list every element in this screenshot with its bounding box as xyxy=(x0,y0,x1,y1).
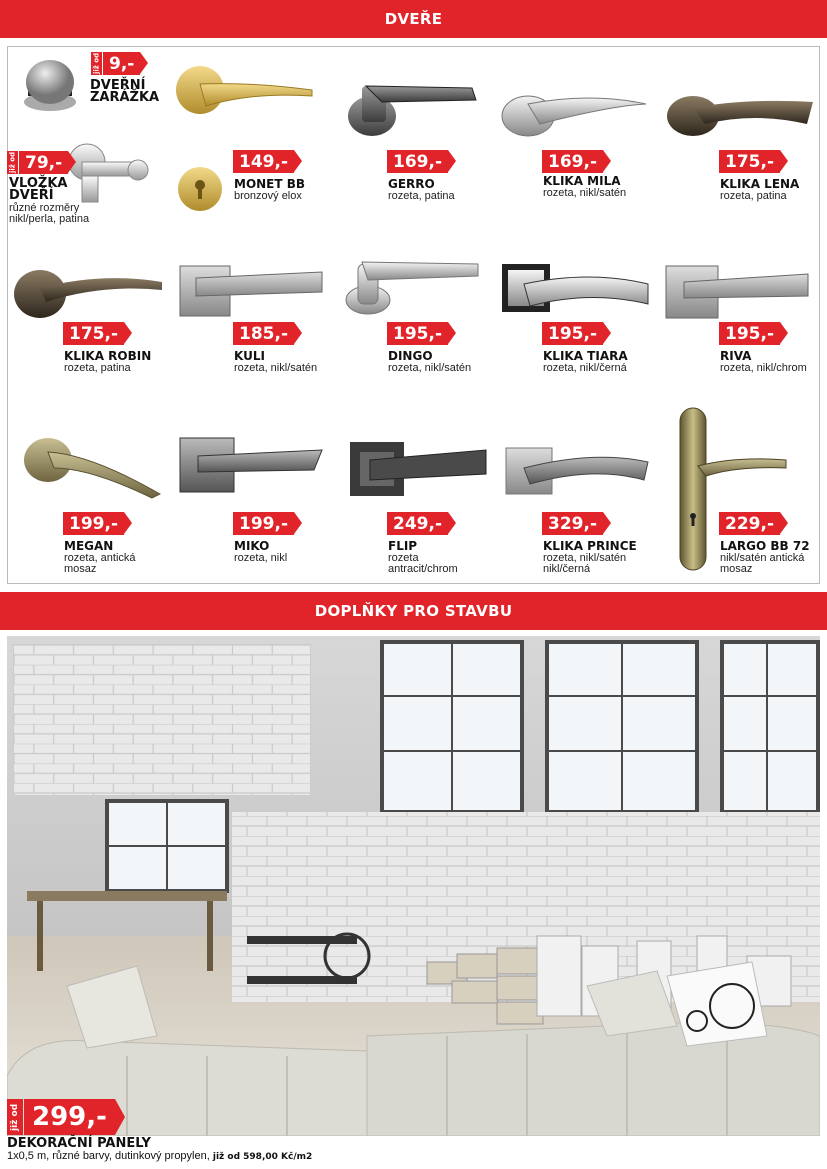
price-value: 195,- xyxy=(542,322,603,345)
product-desc: rozeta, nikl/černá xyxy=(543,362,627,374)
kuli-handle-image xyxy=(178,262,324,318)
section-banner-doplnky: DOPLŇKY PRO STAVBU xyxy=(0,592,827,630)
product-name: KLIKA TIARA xyxy=(543,349,628,363)
product-desc: rozeta, nikl/chrom xyxy=(720,362,807,374)
product-desc: rozeta, nikl xyxy=(234,552,288,564)
product-name: LARGO BB 72 xyxy=(720,539,810,553)
price-prefix: již od xyxy=(8,151,17,174)
price-value: 169,- xyxy=(387,150,448,173)
product-desc: rozeta, patina xyxy=(64,362,131,374)
product-name: DVEŘNÍ ZARÁŽKA xyxy=(90,78,160,105)
price-tag xyxy=(63,512,124,535)
door-stopper-image xyxy=(14,50,86,116)
price-value: 229,- xyxy=(719,512,780,535)
flip-handle-image xyxy=(348,438,490,500)
prince-handle-image xyxy=(504,446,650,496)
riva-handle-image xyxy=(664,262,810,320)
robin-handle-image xyxy=(12,262,164,322)
price-value: 195,- xyxy=(719,322,780,345)
tiara-handle-image xyxy=(500,258,650,320)
price-value: 79,- xyxy=(19,151,68,174)
product-name: MEGAN xyxy=(64,539,114,553)
lena-handle-image xyxy=(665,90,815,140)
product-desc: rozeta, patina xyxy=(720,190,787,202)
price-value: 299,- xyxy=(24,1099,115,1135)
product-name: VLOŽKA DVEŘÍ xyxy=(9,176,68,203)
price-prefix: již od xyxy=(92,52,101,75)
mila-handle-image xyxy=(500,90,650,140)
product-name: KLIKA PRINCE xyxy=(543,539,637,553)
product-name: RIVA xyxy=(720,349,752,363)
panel-price-tag xyxy=(7,1099,115,1135)
product-desc: různé rozměry nikl/perla, patina xyxy=(9,202,90,225)
price-tag xyxy=(542,322,603,345)
price-tag xyxy=(7,151,68,174)
price-value: 175,- xyxy=(719,150,780,173)
price-value: 175,- xyxy=(63,322,124,345)
product-desc: rozeta, nikl/satén xyxy=(234,362,318,374)
price-value: 195,- xyxy=(387,322,448,345)
price-tag xyxy=(542,150,603,173)
product-desc: nikl/satén antická mosaz xyxy=(720,552,805,575)
price-value: 329,- xyxy=(542,512,603,535)
price-value: 249,- xyxy=(387,512,448,535)
product-desc: rozeta antracit/chrom xyxy=(388,552,458,575)
product-name: KULI xyxy=(234,349,265,363)
price-tag xyxy=(233,322,294,345)
gerro-handle-image xyxy=(342,72,482,142)
product-name: GERRO xyxy=(388,177,435,191)
price-tag xyxy=(542,512,603,535)
monet-escutcheon-image xyxy=(176,165,224,213)
price-value: 149,- xyxy=(233,150,294,173)
price-tag xyxy=(719,322,780,345)
product-name: FLIP xyxy=(388,539,418,553)
dingo-handle-image xyxy=(342,250,482,320)
price-tag xyxy=(719,150,780,173)
monet-handle-image xyxy=(172,60,318,120)
product-name: KLIKA LENA xyxy=(720,177,800,191)
section-banner-dvere: DVEŘE xyxy=(0,0,827,38)
product-name: KLIKA MILA xyxy=(543,174,621,188)
megan-handle-image xyxy=(20,432,162,502)
panel-desc xyxy=(7,1150,312,1162)
panel-desc-price: již od 598,00 Kč/m2 xyxy=(212,1152,313,1162)
brick-panel-sample-image xyxy=(13,644,311,796)
price-tag xyxy=(233,150,294,173)
product-desc: bronzový elox xyxy=(234,190,302,202)
price-value: 9,- xyxy=(103,52,140,75)
price-tag xyxy=(91,52,140,75)
price-tag xyxy=(387,150,448,173)
panel-name: DEKORAČNÍ PANELY xyxy=(7,1136,151,1151)
product-desc: rozeta, nikl/satén nikl/černá xyxy=(543,552,627,575)
price-tag xyxy=(63,322,124,345)
product-desc: rozeta, nikl/satén xyxy=(388,362,472,374)
price-value: 199,- xyxy=(63,512,124,535)
price-tag xyxy=(233,512,294,535)
price-prefix: již od xyxy=(7,1099,23,1135)
price-tag xyxy=(387,322,448,345)
price-value: 169,- xyxy=(542,150,603,173)
product-name: KLIKA ROBIN xyxy=(64,349,152,363)
product-name: MONET BB xyxy=(234,177,306,191)
miko-handle-image xyxy=(178,436,324,494)
price-value: 199,- xyxy=(233,512,294,535)
price-value: 185,- xyxy=(233,322,294,345)
product-desc: rozeta, antická mosaz xyxy=(64,552,136,575)
product-desc: rozeta, nikl/satén xyxy=(543,187,627,199)
price-tag xyxy=(387,512,448,535)
product-name: MIKO xyxy=(234,539,270,553)
panel-desc-text: 1x0,5 m, různé barvy, dutinkový propylen, xyxy=(7,1150,210,1162)
product-desc: rozeta, patina xyxy=(388,190,455,202)
price-tag xyxy=(719,512,780,535)
product-name: DINGO xyxy=(388,349,433,363)
